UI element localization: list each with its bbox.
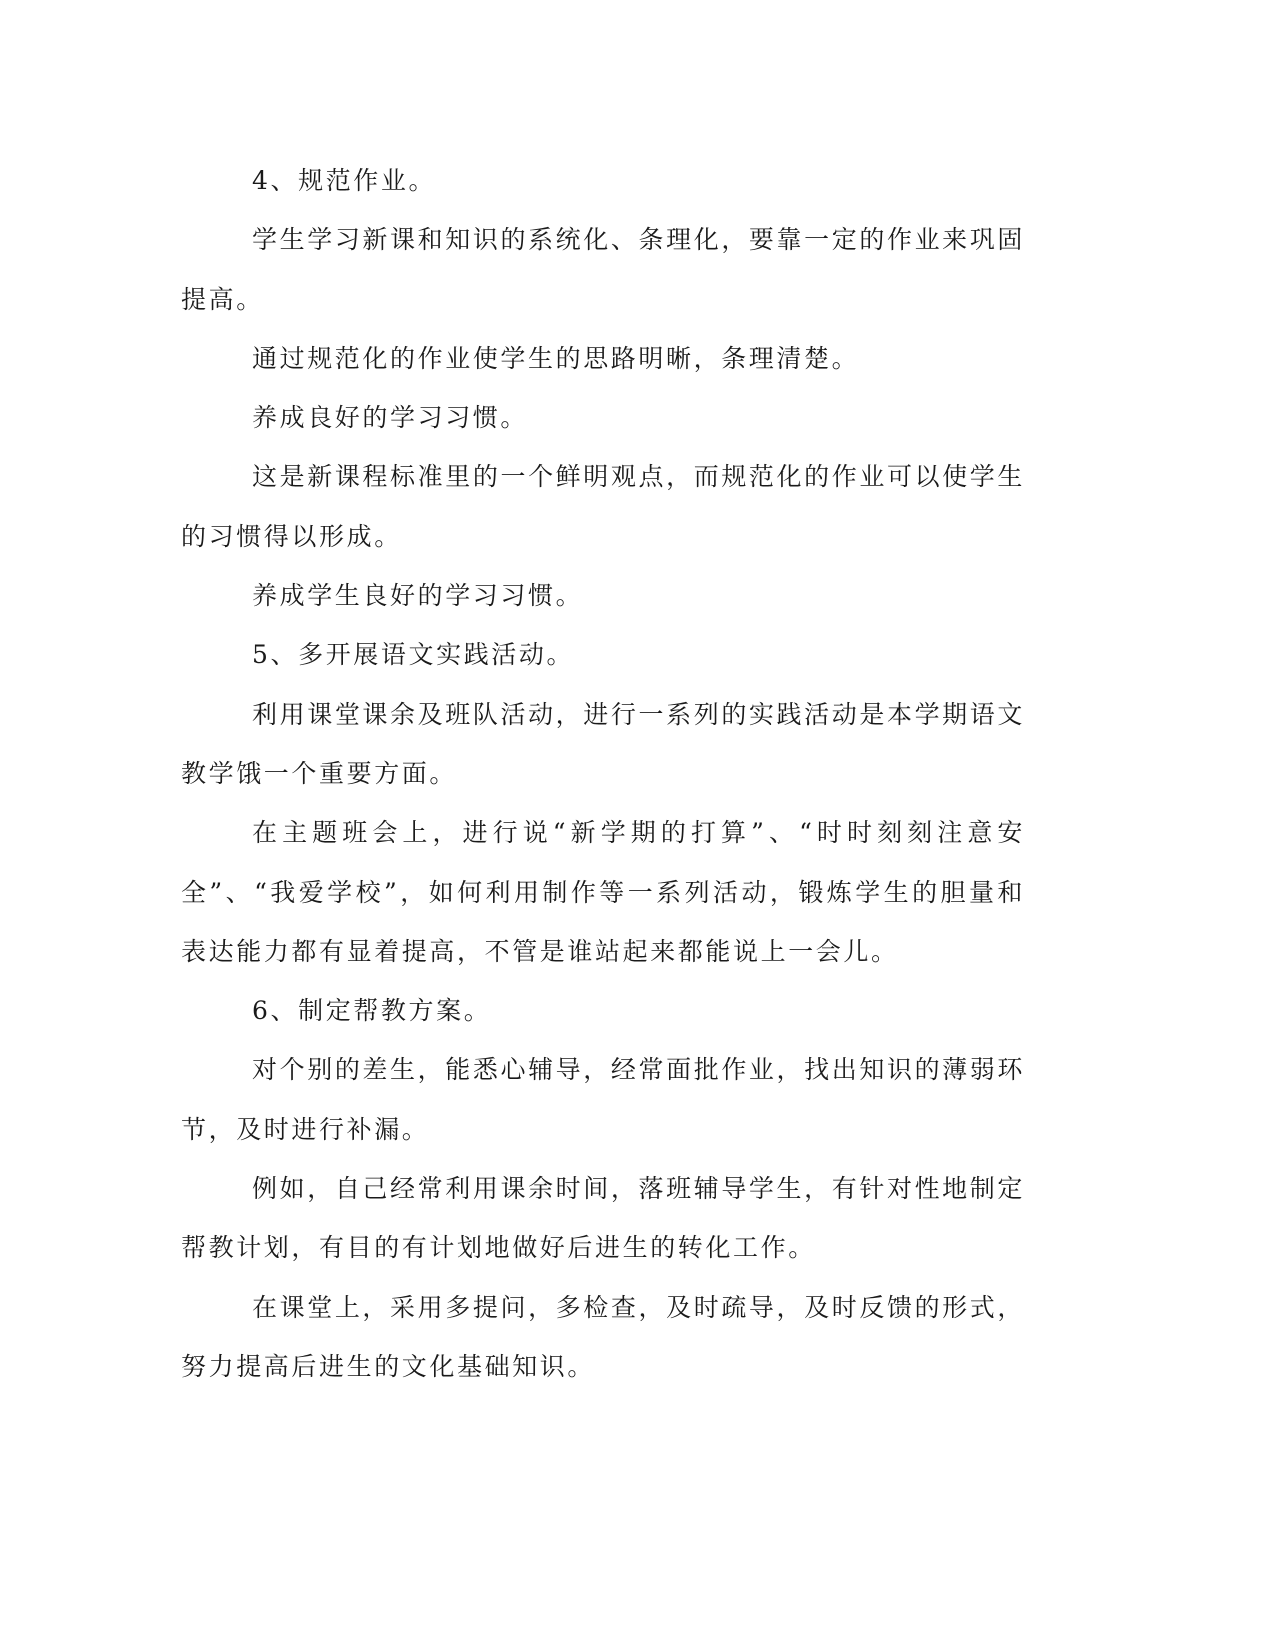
paragraph: 在主题班会上，进行说“新学期的打算”、“时时刻刻注意安全”、“我爱学校”，如何利用制作等一系列活动，锻炼学生的胆量和表达能力都有显着提高，不管是谁站起来都能说上一会儿。 xyxy=(181,818,1025,966)
paragraph: 学生学习新课和知识的系统化、条理化，要靠一定的作业来巩固提高。 xyxy=(181,225,1025,314)
paragraph: 对个别的差生，能悉心辅导，经常面批作业，找出知识的薄弱环节，及时进行补漏。 xyxy=(181,1055,1025,1144)
paragraph-heading-4: 4、规范作业。 xyxy=(252,166,437,195)
paragraph: 养成良好的学习习惯。 xyxy=(252,403,529,433)
paragraph: 养成学生良好的学习习惯。 xyxy=(252,581,584,611)
paragraph: 例如，自己经常利用课余时间，落班辅导学生，有针对性地制定帮教计划，有目的有计划地做好后进生的转化工作。 xyxy=(181,1174,1025,1263)
paragraph: 通过规范化的作业使学生的思路明晰，条理清楚。 xyxy=(252,343,860,373)
paragraph: 在课堂上，采用多提问，多检查，及时疏导，及时反馈的形式，努力提高后进生的文化基础知识。 xyxy=(181,1292,1025,1381)
document-body xyxy=(181,151,1025,1396)
paragraph-heading-6: 6、制定帮教方案。 xyxy=(252,996,492,1026)
paragraph: 利用课堂课余及班队活动，进行一系列的实践活动是本学期语文教学饿一个重要方面。 xyxy=(181,699,1025,788)
paragraph: 这是新课程标准里的一个鲜明观点，而规范化的作业可以使学生的习惯得以形成。 xyxy=(181,462,1025,551)
paragraph-heading-5: 5、多开展语文实践活动。 xyxy=(252,640,575,670)
